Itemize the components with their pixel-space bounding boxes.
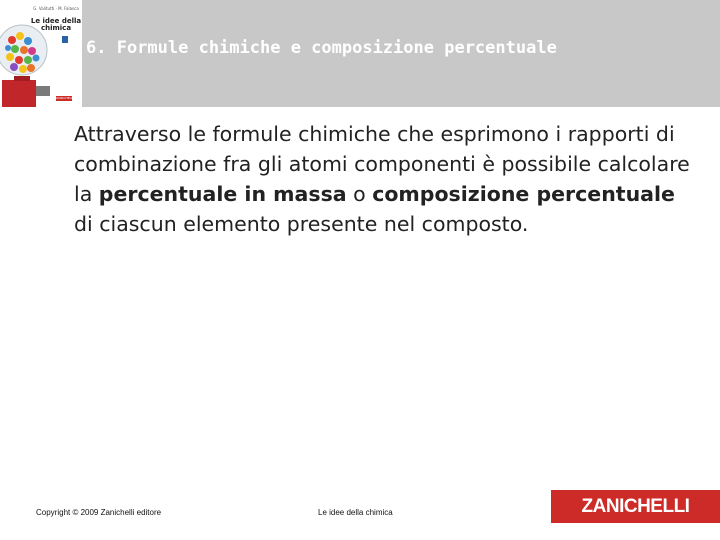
slide-title: 6. Formule chimiche e composizione percentuale (86, 38, 557, 58)
body-bold-term-2: composizione percentuale (372, 182, 675, 206)
slide-header (0, 0, 720, 107)
body-text-part-3: di ciascun elemento presente nel composto. (74, 212, 529, 236)
publisher-logo: ZANICHELLI (551, 490, 720, 523)
cover-authors: G. Valitutti · M. Falasca (33, 6, 79, 11)
body-text-part-1: Attraverso le formule chimiche che esprimono i rapporti di combinazione fra gli atomi componenti è possibile calcolare la (74, 122, 690, 206)
footer-copyright: Copyright © 2009 Zanichelli editore (36, 508, 162, 517)
body-text-part-2: o (346, 182, 373, 206)
slide-body-paragraph (74, 119, 694, 239)
book-cover-image (0, 0, 82, 107)
cover-publisher-badge: ZANICHELLI (56, 96, 74, 100)
footer-book-title: Le idee della chimica (318, 508, 393, 517)
body-bold-term-1: percentuale in massa (98, 182, 347, 206)
cover-book-title: Le idee della chimica (30, 17, 82, 32)
